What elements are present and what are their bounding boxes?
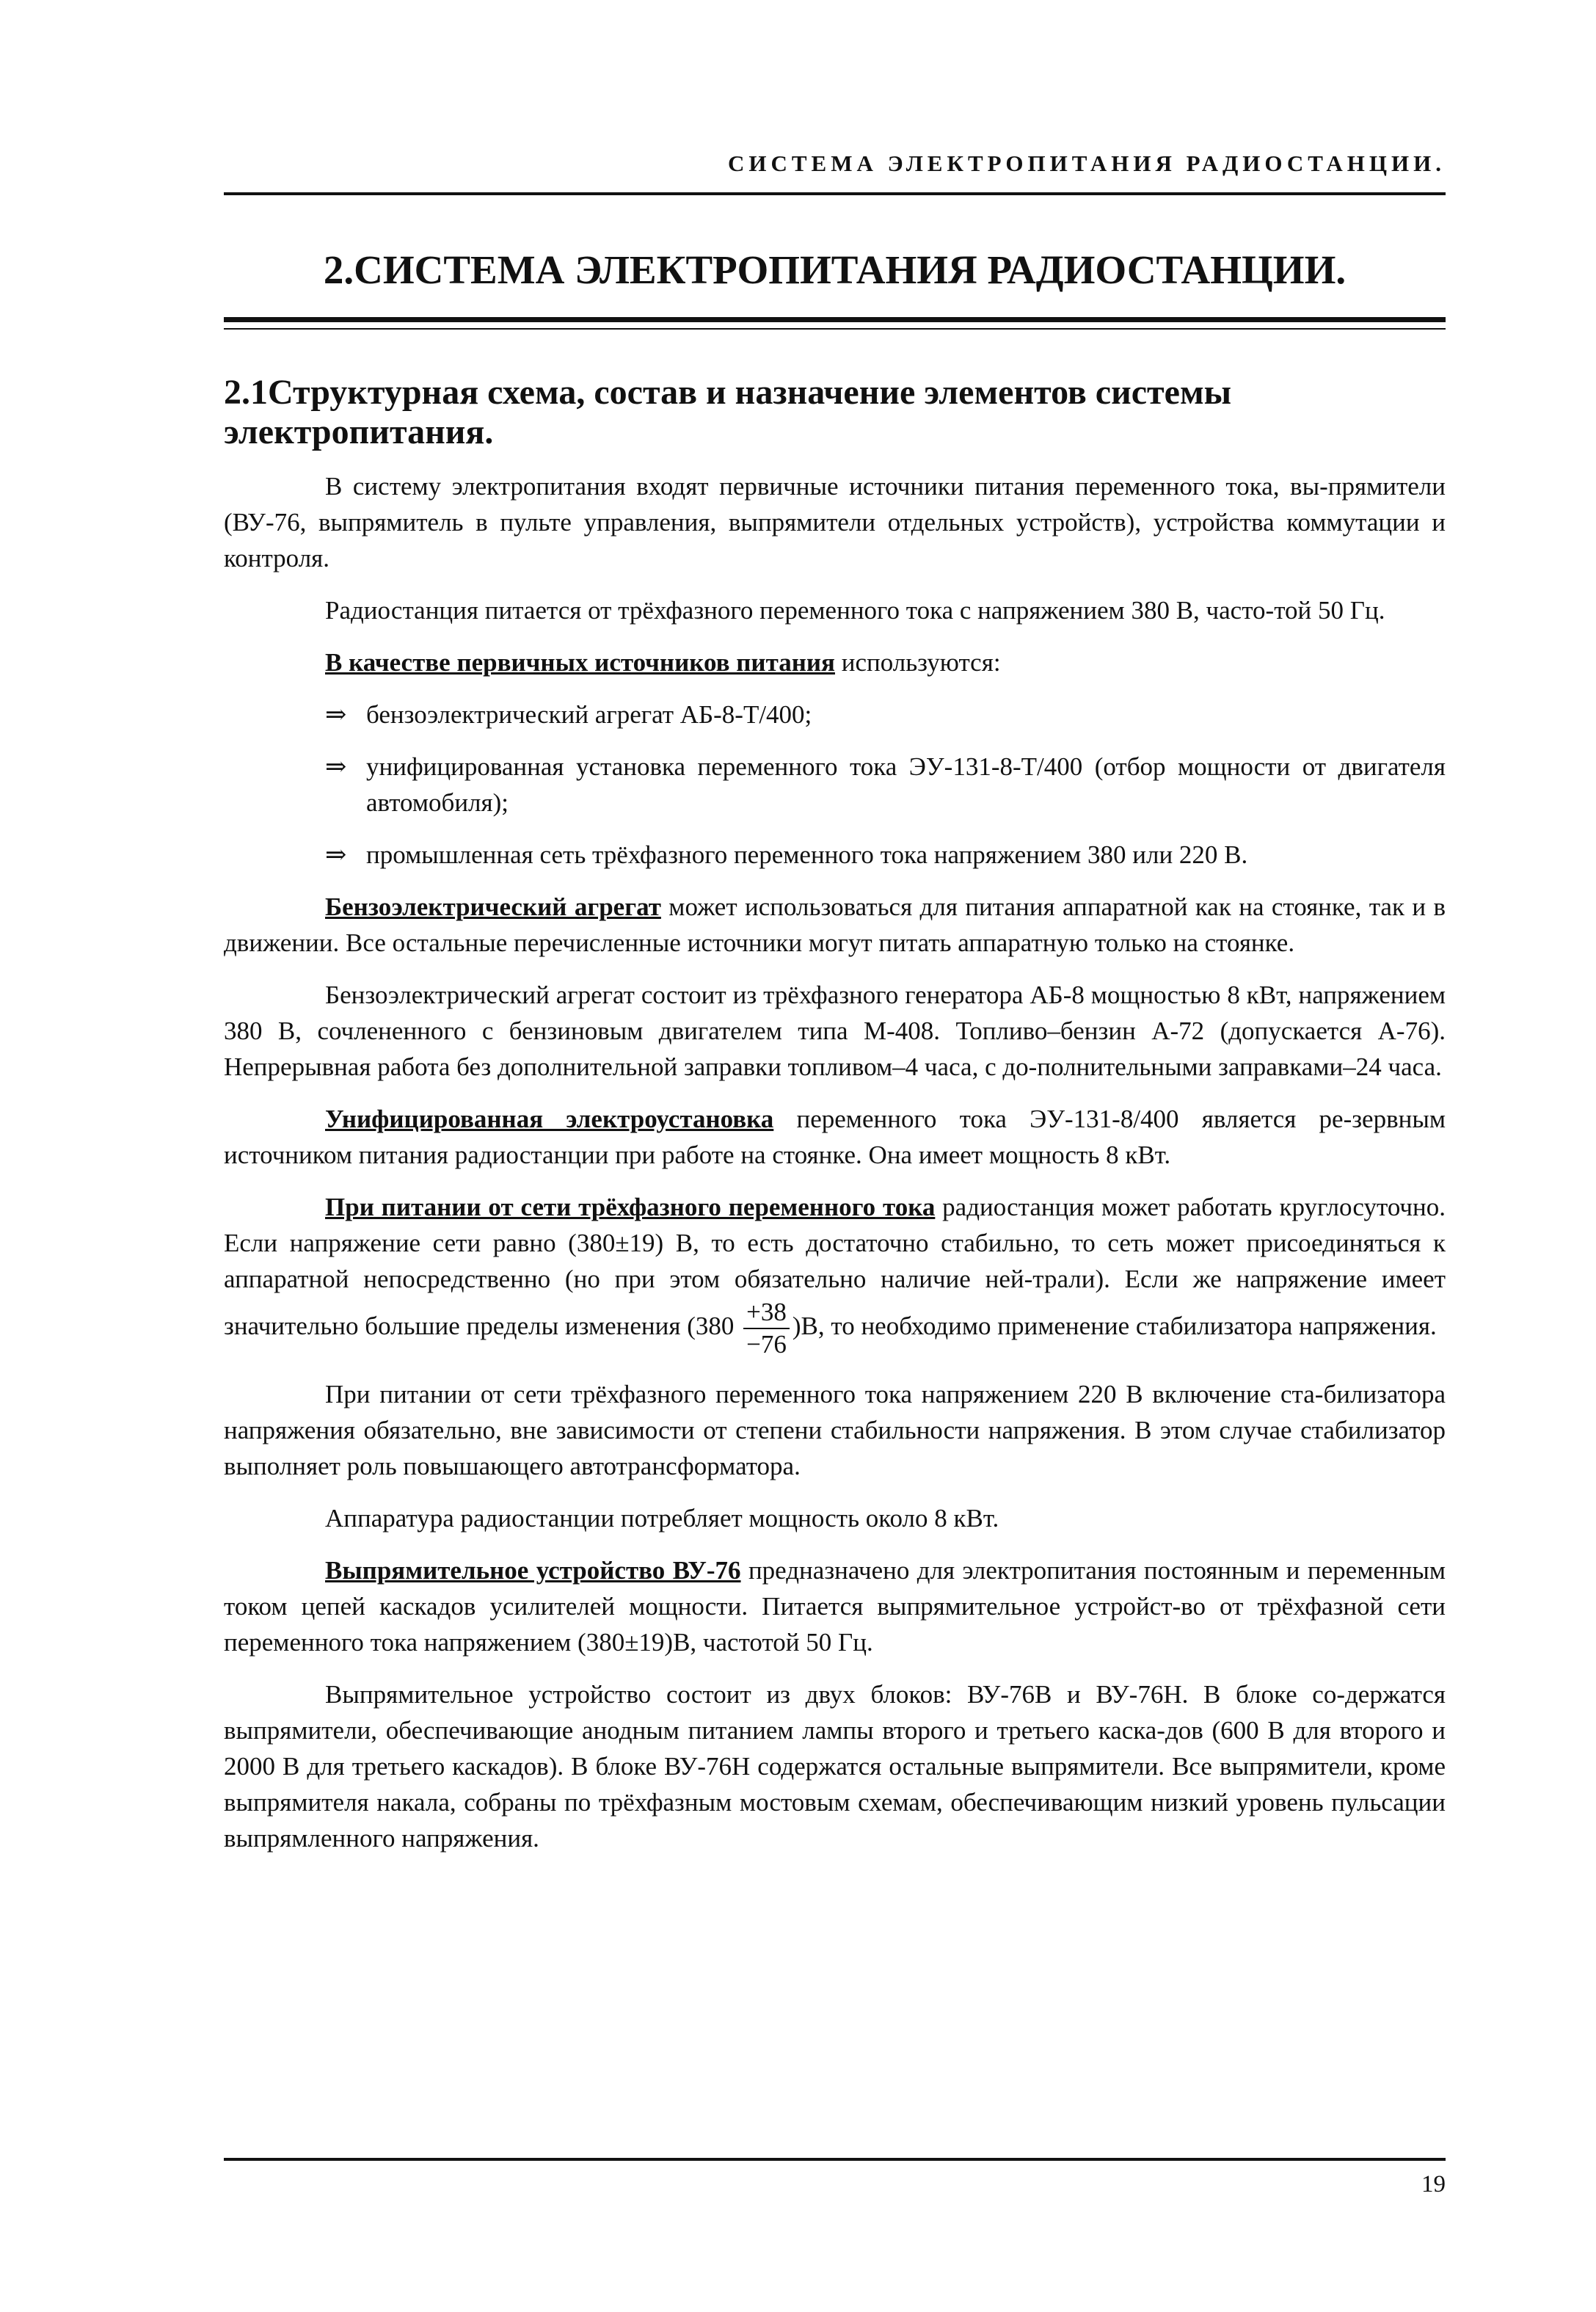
paragraph xyxy=(224,1189,1446,1360)
underlined-term: При питании от сети трёхфазного переменного тока xyxy=(325,1193,936,1221)
list-item-text: промышленная сеть трёхфазного переменного тока напряжением 380 или 220 В. xyxy=(366,840,1248,869)
list-item-text: унифицированная установка переменного тока ЭУ-131-8-Т/400 (отбор мощности от двигателя автомобиля); xyxy=(366,752,1446,817)
paragraph xyxy=(224,1101,1446,1173)
paragraph: В систему электропитания входят первичные источники питания переменного тока, вы-прямители (ВУ-76, выпрямитель в пульте управления, выпрямители отдельных устройств), устройства коммутации и контроля. xyxy=(224,472,1446,572)
chapter-title: 2.СИСТЕМА ЭЛЕКТРОПИТАНИЯ РАДИОСТАНЦИИ. xyxy=(323,247,1347,292)
paragraph-text: может использоваться для питания аппаратной как на стоянке, так и в движении. Все остальные перечисленные источники могут питать аппаратную только на стоянке. xyxy=(224,893,1446,957)
implies-arrow-icon: ⇒ xyxy=(325,752,347,781)
paragraph-text: предназначено для электропитания постоянным и переменным током цепей каскадов усилителей мощности. Питается выпрямительное устройст-во от трёхфазной сети переменного тока напряжением (380±19)В, частотой 50 Гц. xyxy=(224,1556,1446,1657)
implies-arrow-icon: ⇒ xyxy=(325,840,347,869)
underlined-term: Выпрямительное устройство ВУ-76 xyxy=(325,1556,741,1585)
list-item xyxy=(224,837,1446,873)
chapter-rule-thin xyxy=(224,328,1446,330)
paragraph: Выпрямительное устройство состоит из двух блоков: ВУ-76В и ВУ-76Н. В блоке со-держатся выпрямители, обеспечивающие анодным питанием лампы второго и третьего каска-дов (600 В для второго и 2000 В для третьего каскадов). В блоке ВУ-76Н содержатся остальные выпрямители. Все выпрямители, кроме выпрямителя накала, собраны по трёхфазным мостовым схемам, обеспечивающим низкий уровень пульсации выпрямленного напряжения. xyxy=(224,1680,1446,1853)
paragraph-text: )В, то необходимо применение стабилизатора напряжения. xyxy=(792,1312,1437,1341)
paragraph: Бензоэлектрический агрегат состоит из трёхфазного генератора АБ-8 мощностью 8 кВт, напряжением 380 В, сочлененного с бензиновым двигателем типа М-408. Топливо–бензин А-72 (допускается А-76). Непрерывная работа без дополнительной заправки топливом–4 часа, с до-полнительными заправками–24 часа. xyxy=(224,981,1446,1081)
paragraph: Радиостанция питается от трёхфазного переменного тока с напряжением 380 В, часто-той 50 Гц. xyxy=(325,596,1385,625)
chapter-rule-thick xyxy=(224,317,1446,322)
fraction-numerator: +38 xyxy=(743,1297,790,1329)
paragraph: При питании от сети трёхфазного переменного тока напряжением 220 В включение ста-билизатора напряжения обязательно, вне зависимости от степени стабильности напряжения. В этом случае стабилизатор выполняет роль повышающего автотрансформатора. xyxy=(224,1380,1446,1480)
paragraph xyxy=(224,644,1446,680)
voltage-tolerance-fraction xyxy=(743,1297,790,1360)
section-title: 2.1Структурная схема, состав и назначение элементов системы электропитания. xyxy=(224,373,1232,451)
paragraph-text: радиостанция может работать круглосуточно. Если напряжение сети равно (380±19) В, то есть достаточно стабильно, то сеть может присоединяться к аппаратной непосредственно (но при этом обязательно наличие ней-трали). Если же напряжение имеет значительно большие пределы изменения (380 xyxy=(224,1193,1446,1341)
header-rule xyxy=(224,192,1446,195)
implies-arrow-icon: ⇒ xyxy=(325,700,347,729)
paragraph: Аппаратура радиостанции потребляет мощность около 8 кВт. xyxy=(325,1504,999,1533)
fraction-denominator: −76 xyxy=(746,1330,787,1359)
underlined-term: Бензоэлектрический агрегат xyxy=(325,893,661,921)
paragraph-text: используются: xyxy=(834,648,1001,677)
underlined-term: В качестве первичных источников питания xyxy=(325,648,835,677)
list-item xyxy=(224,749,1446,821)
page-number: 19 xyxy=(1421,2171,1446,2198)
underlined-term: Унифицированная электроустановка xyxy=(325,1105,774,1133)
paragraph xyxy=(224,1552,1446,1660)
list-item-text: бензоэлектрический агрегат АБ-8-Т/400; xyxy=(366,700,812,729)
running-header: СИСТЕМА ЭЛЕКТРОПИТАНИЯ РАДИОСТАНЦИИ. xyxy=(727,150,1446,176)
paragraph-text: переменного тока ЭУ-131-8/400 является ре-зервным источником питания радиостанции при работе на стоянке. Она имеет мощность 8 кВт. xyxy=(224,1105,1446,1169)
body-text xyxy=(224,468,1446,1872)
list-item xyxy=(224,697,1446,733)
footer-rule xyxy=(224,2158,1446,2161)
paragraph xyxy=(224,889,1446,961)
